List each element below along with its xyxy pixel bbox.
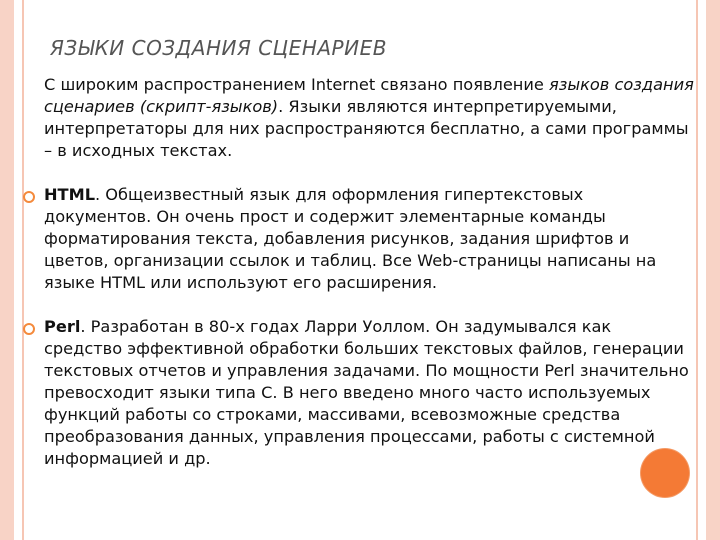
intro-text-start: С широким распространением Internet связано появление [44, 75, 549, 94]
right-frame-border [706, 0, 720, 540]
intro-paragraph [44, 74, 694, 162]
decorative-orange-circle [641, 449, 689, 497]
left-frame-border [0, 0, 14, 540]
bullet-item-html [44, 184, 694, 294]
intro-text-end: . Языки являются интерпретируемыми, интерпретаторы для них распространяются бесплатно, а сами программы – в исходных текстах. [44, 97, 689, 160]
bullet-circle-icon [23, 191, 35, 203]
bullet-item-perl [44, 316, 694, 470]
bullet-term-perl: Perl [44, 317, 81, 336]
bullet-term-html: HTML [44, 185, 96, 204]
bullet-list [44, 184, 694, 470]
right-frame-rule [696, 0, 698, 540]
bullet-text-perl: . Разработан в 80-х годах Ларри Уоллом. Он задумывался как средство эффективной обработки больших текстовых файлов, генерации текстовых отчетов и управления задачами. По мощности Perl значительно превосходит языки типа С. В него введено много часто используемых функций работы со строками, массивами, всевозможные средства преобразования данных, управления процессами, работы с системной информацией и др. [44, 317, 689, 468]
slide-title: ЯЗЫКИ СОЗДАНИЯ СЦЕНАРИЕВ [50, 36, 387, 60]
slide-body [44, 74, 694, 470]
left-frame-rule [22, 0, 24, 540]
intro-italic-term: языков создания сценариев (скрипт-языков) [44, 75, 694, 116]
bullet-circle-icon [23, 323, 35, 335]
bullet-text-html: . Общеизвестный язык для оформления гипертекстовых документов. Он очень прост и содержит элементарные команды форматирования текста, добавления рисунков, задания шрифтов и цветов, организации ссылок и таблиц. Все Web-страницы написаны на языке HTML или используют его расширения. [44, 185, 657, 292]
